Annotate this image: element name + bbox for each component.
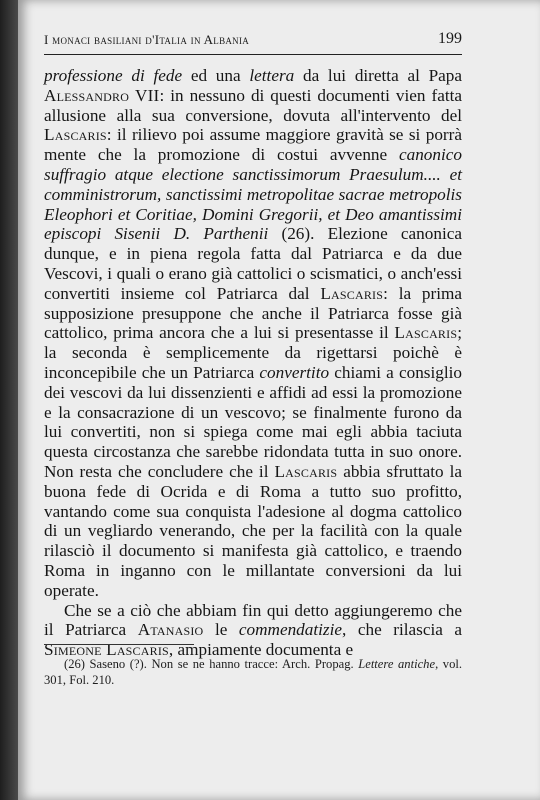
text-run: Che se a ciò che abbiam fin qui detto aggiungeremo che il Patriarca bbox=[44, 600, 462, 640]
book-spine-shadow bbox=[0, 0, 18, 800]
footnote bbox=[44, 656, 462, 688]
text-run: : il rilievo poi assume maggiore gravità se si porrà mente che la promozione di costui avvenne bbox=[44, 125, 462, 165]
small-caps-name: Lascaris bbox=[320, 283, 384, 303]
body-text bbox=[44, 66, 462, 660]
small-caps-name: Simeone Lascaris bbox=[44, 640, 169, 660]
text-run: (26) Saseno (?). Non se ne hanno tracce: Arch. Propag. bbox=[64, 657, 359, 671]
text-run: : in nessuno di questi documenti vien fatta allusione alla sua conversione, dovuta all'intervento del bbox=[44, 85, 463, 125]
italic-text: lettera bbox=[249, 66, 295, 85]
text-run: , che rilascia a bbox=[342, 620, 463, 640]
small-caps-name: Alessandro VII bbox=[44, 85, 160, 105]
text-run: , vol. 301, Fol. 210. bbox=[44, 657, 463, 687]
footnote-text bbox=[44, 656, 462, 688]
text-run: chiami a consiglio dei vescovi da lui dissenzienti e affidi ad essi la promozione e la consacrazione di un vescovo; se finalmente furono da lui convertiti, non si spiega come mai egli abbia taciuta questa circostanza che sarebbe ridondata tutta in suo onore. Non resta che concludere che il bbox=[44, 362, 462, 481]
paragraph bbox=[44, 601, 462, 660]
text-run: ed una bbox=[182, 66, 250, 85]
header-rule bbox=[44, 54, 462, 55]
text-run: (26). Elezione canonica dunque, e in piena regola fatta dal Patriarca e da due Vescovi, i quali o erano già cattolici o scismatici, o anch'essi convertiti insieme col Patriarca dal bbox=[44, 224, 462, 303]
italic-text: convertito bbox=[259, 362, 330, 382]
text-run: : la prima supposizione presuppone che anche il Patriarca fosse già cattolico, prima ancora che a lui si presentasse il bbox=[44, 283, 462, 343]
text-run: , ampiamente documenta e bbox=[168, 640, 354, 660]
footnote-rule bbox=[44, 644, 194, 645]
italic-text: canonico suffragio atque electione sanctissimorum Praesulum.... et comministrorum, sanctissimi metropolitae sacrae metropolis Eleophori et Coritiae, Domini Gregorii, et Deo amantissimi episcopi Sisenii D. Parthenii bbox=[44, 145, 462, 244]
small-caps-name: Lascaris bbox=[44, 125, 107, 145]
running-head: I monaci basiliani d'Italia in Albania bbox=[44, 32, 250, 47]
italic-text: commendatizie bbox=[238, 620, 343, 640]
small-caps-name: Lascaris bbox=[274, 461, 338, 481]
text-run: abbia sfruttato la buona fede di Ocrida e di Roma a tutto suo profitto, vantando come sua conquista l'adesione al dogma cattolico di un vegliardo venerando, che per la facilità con la quale rilasciò il documento si manifesta già cattolico, e traendo Roma in inganno con le millantate conversioni da lui operate. bbox=[44, 461, 463, 600]
text-run: ; la seconda è semplicemente da rigettarsi poichè è inconcepibile che un Patriarca bbox=[44, 323, 462, 382]
page-number: 199 bbox=[438, 30, 462, 47]
paragraph bbox=[44, 66, 462, 601]
text-run: le bbox=[203, 620, 239, 640]
italic-text: professione di fede bbox=[44, 66, 183, 85]
italic-text: Lettere antiche bbox=[358, 657, 436, 671]
small-caps-name: Lascaris bbox=[394, 323, 458, 343]
small-caps-name: Atanasio bbox=[137, 620, 204, 640]
text-run: da lui diretta al Papa bbox=[294, 66, 463, 85]
page-header bbox=[44, 30, 462, 52]
